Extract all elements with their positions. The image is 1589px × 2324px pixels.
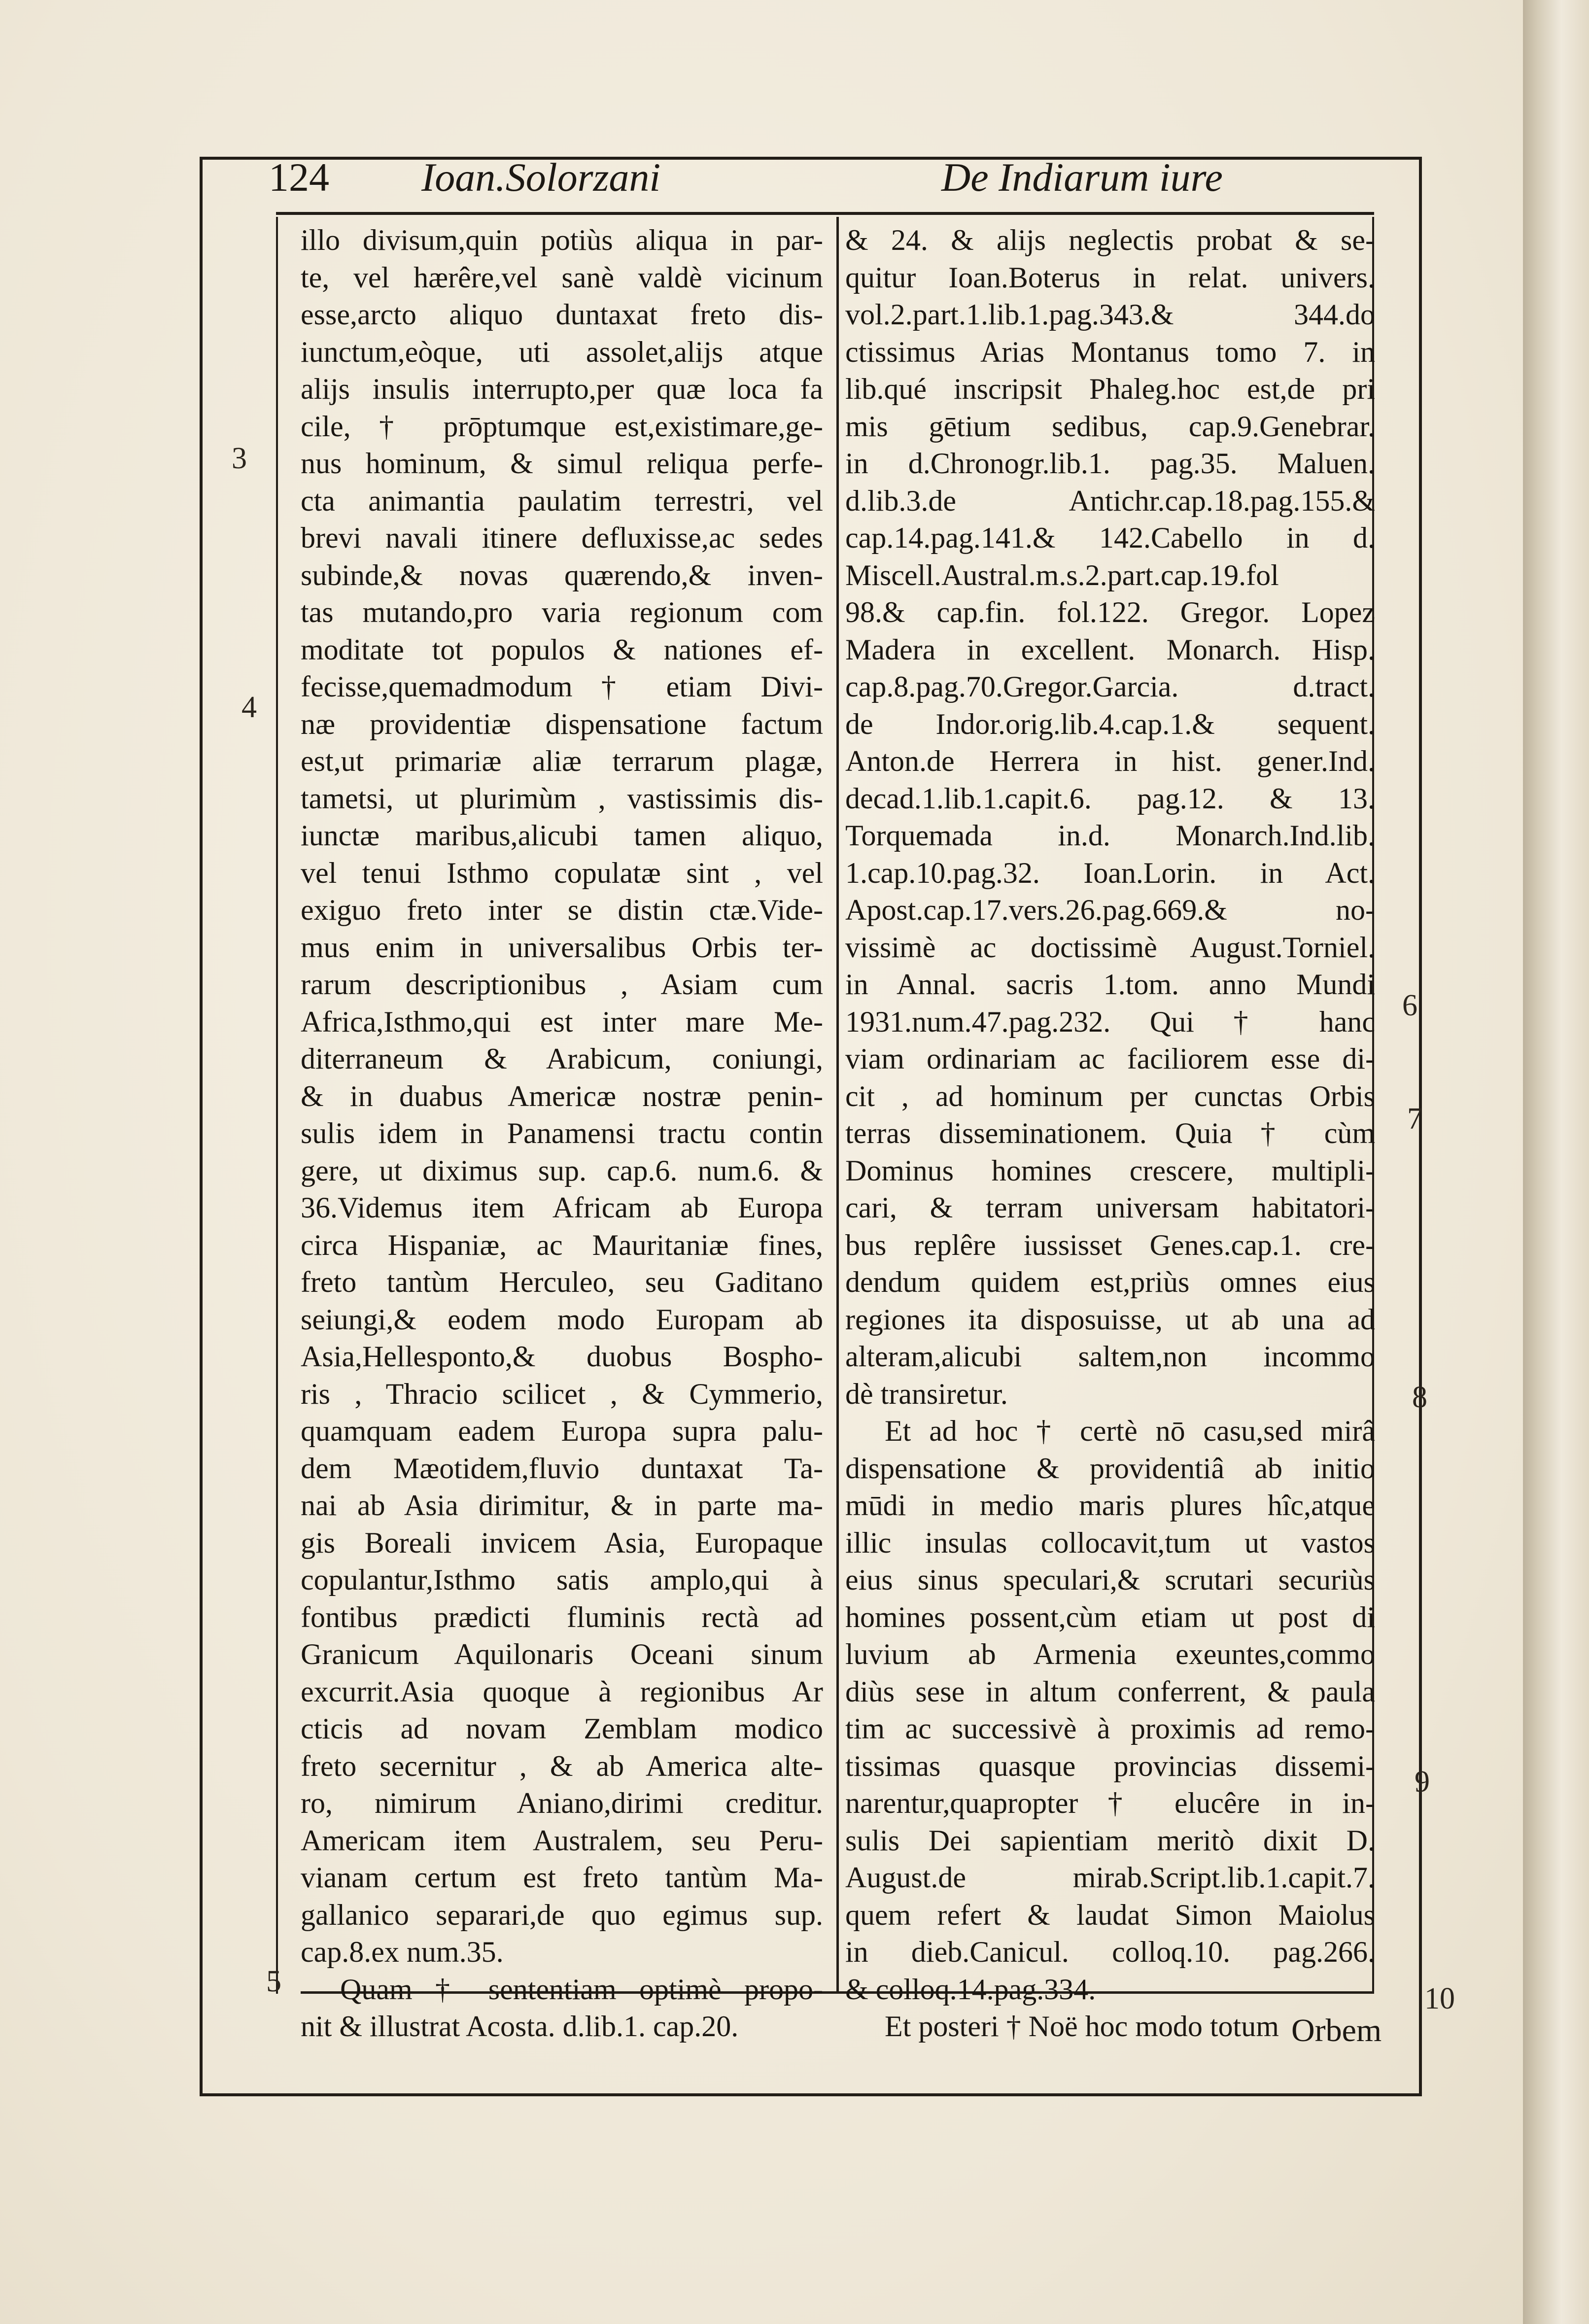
column-divider [836,217,839,1991]
text-line: de Indor.orig.lib.4.cap.1.& sequent. [845,707,1375,740]
text-line: regiones ita disposuisse, ut ab una ad [845,1303,1375,1336]
text-line: illic insulas collocavit,tum ut vastos [845,1526,1375,1559]
text-line: 98.& cap.fin. fol.122. Gregor. Lopez [845,596,1375,628]
text-line: Americam item Australem, seu Peru- [301,1824,823,1857]
marginal-number-7: 7 [1407,1102,1422,1136]
running-head-title: De Indiarum iure [941,155,1223,200]
text-line: dispensatione & providentiâ ab initio [845,1452,1375,1485]
text-line: 1.cap.10.pag.32. Ioan.Lorin. in Act. [845,856,1375,889]
text-line: dendum quidem est,priùs omnes eius [845,1266,1375,1298]
text-line: Quam † sententiam optimè propo- [340,1973,823,2006]
text-line: dem Mæotidem,fluvio duntaxat Ta- [301,1452,823,1485]
text-line: in Annal. sacris 1.tom. anno Mundi [845,968,1375,1001]
text-line: copulantur,Isthmo satis amplo,qui à [301,1563,823,1596]
text-line: cticis ad novam Zemblam modico [301,1712,823,1745]
text-line: freto secernitur , & ab America alte- [301,1749,823,1782]
text-line: rarum descriptionibus , Asiam cum [301,968,823,1001]
text-line: ctissimus Arias Montanus tomo 7. in [845,335,1375,368]
text-line: subinde,& novas quærendo,& inven- [301,558,823,591]
text-line: est,ut primariæ aliæ terrarum plagæ, [301,745,823,777]
text-line: Miscell.Austral.m.s.2.part.cap.19.fol [845,558,1279,591]
text-line: vol.2.part.1.lib.1.pag.343.& 344.do [845,298,1375,331]
text-line: vianam certum est freto tantùm Ma- [301,1861,823,1894]
catchword: Orbem [1291,2012,1382,2048]
text-line: nit & illustrat Acosta. d.lib.1. cap.20. [301,2010,739,2043]
text-line: 1931.num.47.pag.232. Qui † hanc [845,1005,1375,1038]
text-line: te, vel hærêre,vel sanè valdè vicinum [301,261,823,294]
text-line: diterraneum & Arabicum, coniungi, [301,1042,823,1075]
text-line: næ providentiæ dispensatione factum [301,707,823,740]
text-line: & 24. & alijs neglectis probat & se- [845,224,1375,256]
text-line: & in duabus Americæ nostræ penin- [301,1079,823,1112]
text-line: gallanico separari,de quo egimus sup. [301,1898,823,1931]
text-line: Africa,Isthmo,qui est inter mare Me- [301,1005,823,1038]
text-line: freto tantùm Herculeo, seu Gaditano [301,1266,823,1298]
marginal-number-10: 10 [1424,1982,1455,2015]
text-line: cari, & terram universam habitatori- [845,1191,1375,1224]
text-line: mis gētium sedibus, cap.9.Genebrar. [845,410,1375,443]
text-line: & colloq.14.pag.334. [845,1973,1096,2006]
text-line: excurrit.Asia quoque à regionibus Ar [301,1675,823,1708]
text-line: cap.8.ex num.35. [301,1936,504,1968]
text-line: viam ordinariam ac faciliorem esse di- [845,1042,1375,1075]
text-line: cap.14.pag.141.& 142.Cabello in d. [845,521,1375,554]
text-line: in dieb.Canicul. colloq.10. pag.266. [845,1936,1375,1968]
left-text-column [301,222,823,2046]
text-line: ris , Thracio scilicet , & Cymmerio, [301,1377,823,1410]
text-line: alteram,alicubi saltem,non incommo [845,1340,1375,1373]
text-line: ro, nimirum Aniano,dirimi creditur. [301,1787,823,1819]
text-line: iunctum,eòque, uti assolet,alijs atque [301,335,823,368]
text-line: fecisse,quemadmodum † etiam Divi- [301,670,823,703]
text-line: bus replêre iussisset Genes.cap.1. cre- [845,1228,1375,1261]
text-line: mūdi in medio maris plures hîc,atque [845,1489,1375,1522]
text-line: quamquam eadem Europa supra palu- [301,1415,823,1447]
text-line: dè transiretur. [845,1377,1008,1410]
text-line: lib.qué inscripsit Phaleg.hoc est,de pri [845,373,1375,405]
text-line: gis Boreali invicem Asia, Europaque [301,1526,823,1559]
text-line: Apost.cap.17.vers.26.pag.669.& no- [845,894,1375,926]
text-line: tim ac successivè à proximis ad remo- [845,1712,1375,1745]
text-line: d.lib.3.de Antichr.cap.18.pag.155.& [845,484,1375,517]
text-line: vissimè ac doctissimè August.Torniel. [845,931,1375,964]
text-line: sulis Dei sapientiam meritò dixit D. [845,1824,1375,1857]
running-head-author: Ioan.Solorzani [421,155,661,200]
text-line: tas mutando,pro varia regionum com [301,596,823,628]
book-spine-edge [1520,0,1589,2324]
text-line: terras disseminationem. Quia † cùm [845,1117,1375,1149]
text-line: cit , ad hominum per cunctas Orbis [845,1079,1375,1112]
marginal-number-5: 5 [266,1965,281,1998]
marginal-number-6: 6 [1402,989,1417,1022]
text-line: gere, ut diximus sup. cap.6. num.6. & [301,1154,823,1187]
text-line: tissimas quasque provincias dissemi- [845,1749,1375,1782]
text-line: in d.Chronogr.lib.1. pag.35. Maluen. [845,447,1375,480]
text-line: luvium ab Armenia exeuntes,commo [845,1638,1375,1670]
marginal-number-8: 8 [1412,1381,1427,1414]
text-line: Et posteri † Noë hoc modo totum [885,2010,1279,2043]
marginal-number-9: 9 [1415,1765,1430,1799]
text-line: brevi navali itinere defluxisse,ac sedes [301,521,823,554]
text-line: seiungi,& eodem modo Europam ab [301,1303,823,1336]
text-line: quitur Ioan.Boterus in relat. univers. [845,261,1375,294]
text-line: Dominus homines crescere, multipli- [845,1154,1375,1187]
text-line: cta animantia paulatim terrestri, vel [301,484,823,517]
marginal-number-4: 4 [242,691,257,724]
text-line: nus hominum, & simul reliqua perfe- [301,447,823,480]
text-line: Anton.de Herrera in hist. gener.Ind. [845,745,1375,777]
text-line: quem refert & laudat Simon Maiolus [845,1898,1375,1931]
text-line: Torquemada in.d. Monarch.Ind.lib. [845,819,1375,852]
text-line: 36.Videmus item Africam ab Europa [301,1191,823,1224]
text-line: mus enim in universalibus Orbis ter- [301,931,823,964]
text-line: tametsi, ut plurimùm , vastissimis dis- [301,782,823,815]
text-line: sulis idem in Panamensi tractu contin [301,1117,823,1149]
text-line: vel tenui Isthmo copulatæ sint , vel [301,856,823,889]
text-line: Et ad hoc † certè nō casu,sed mirâ [885,1415,1375,1447]
text-line: homines possent,cùm etiam ut post di [845,1600,1375,1633]
text-line: cap.8.pag.70.Gregor.Garcia. d.tract. [845,670,1375,703]
text-line: eius sinus speculari,& scrutari securiùs [845,1563,1375,1596]
text-line: exiguo freto inter se distin ctæ.Vide- [301,894,823,926]
text-line: illo divisum,quin potiùs aliqua in par- [301,224,823,256]
right-text-column [845,222,1375,2046]
text-line: alijs insulis interrupto,per quæ loca fa [301,373,823,405]
text-line: cile, † prōptumque est,existimare,ge- [301,410,823,443]
text-line: August.de mirab.Script.lib.1.capit.7. [845,1861,1375,1894]
text-line: decad.1.lib.1.capit.6. pag.12. & 13. [845,782,1375,815]
text-line: iunctæ maribus,alicubi tamen aliquo, [301,819,823,852]
text-line: esse,arcto aliquo duntaxat freto dis- [301,298,823,331]
text-line: Madera in excellent. Monarch. Hisp. [845,633,1375,666]
header-rule [276,212,1374,215]
page-number: 124 [269,155,329,200]
text-line: narentur,quapropter † elucêre in in- [845,1787,1375,1819]
text-line: moditate tot populos & nationes ef- [301,633,823,666]
marginal-number-3: 3 [232,442,247,475]
text-line: diùs sese in altum conferrent, & paula [845,1675,1375,1708]
text-line: Granicum Aquilonaris Oceani sinum [301,1638,823,1670]
text-line: nai ab Asia dirimitur, & in parte ma- [301,1489,823,1522]
text-line: circa Hispaniæ, ac Mauritaniæ fines, [301,1228,823,1261]
text-line: fontibus prædicti fluminis rectà ad [301,1600,823,1633]
text-line: Asia,Hellesponto,& duobus Bospho- [301,1340,823,1373]
